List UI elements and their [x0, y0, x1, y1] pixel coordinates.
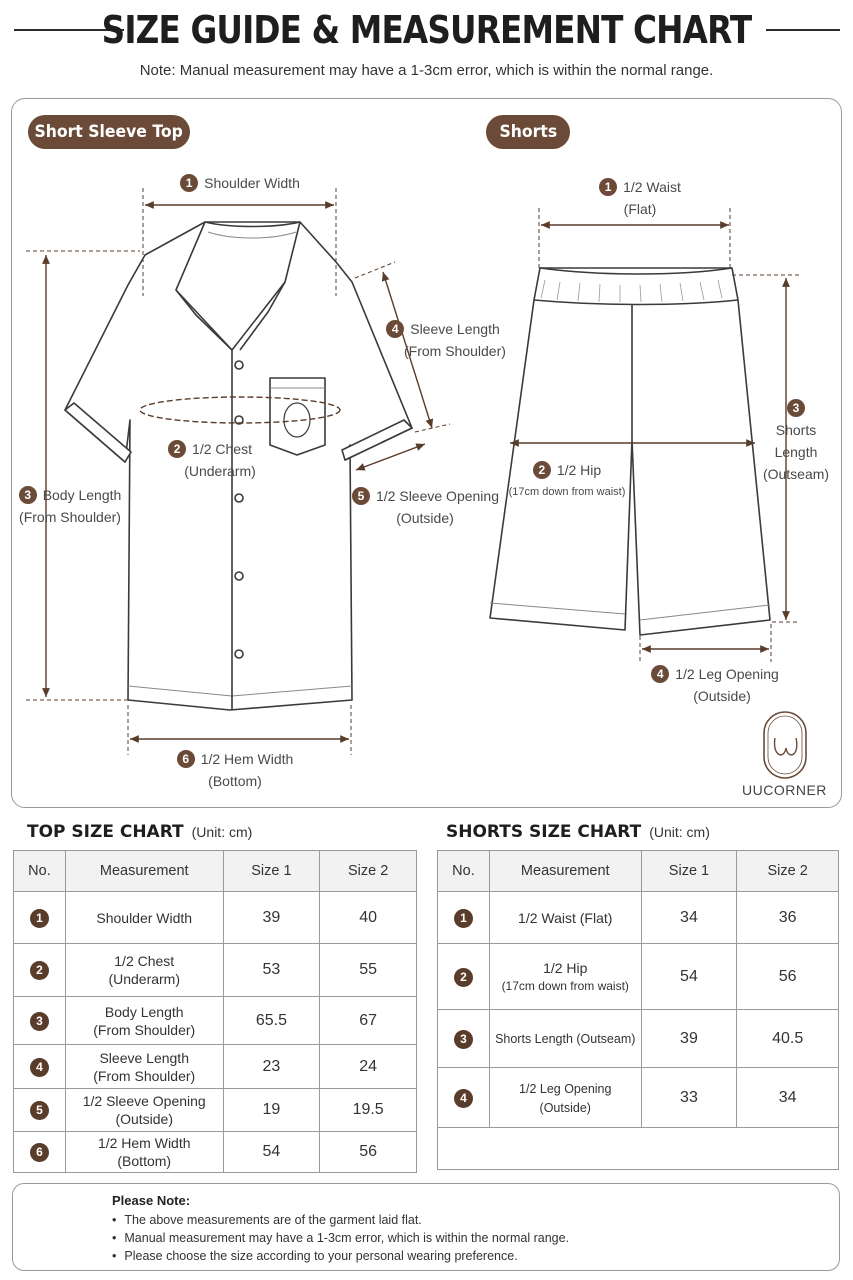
table-empty-row: [438, 1128, 839, 1170]
list-item: • The above measurements are of the garment laid flat.: [112, 1211, 569, 1229]
label-sleeve-opening: 5 1/2 Sleeve Opening (Outside): [352, 485, 488, 529]
measurement-note: Note: Manual measurement may have a 1-3cm error, which is within the normal range.: [139, 62, 714, 79]
table-row: 6 1/2 Hem Width (Bottom) 54 56: [14, 1132, 417, 1173]
shorts-label: Shorts: [486, 115, 570, 149]
table-row: 1 1/2 Waist (Flat) 34 36: [438, 892, 839, 944]
table-row: 1 Shoulder Width 39 40: [14, 892, 417, 944]
header-measurement: Measurement: [489, 851, 641, 892]
top-chart-title: TOP SIZE CHART (Unit: cm): [27, 822, 253, 842]
list-item: • Manual measurement may have a 1-3cm error, which is within the normal range.: [112, 1229, 569, 1247]
label-sleeve-length: 4 Sleeve Length (From Shoulder): [382, 318, 504, 362]
label-leg-opening: 4 1/2 Leg Opening (Outside): [648, 663, 782, 707]
header-no: No.: [438, 851, 490, 892]
label-shoulder-width: 1 Shoulder Width: [160, 172, 320, 194]
table-row: 3 Shorts Length (Outseam) 39 40.5: [438, 1010, 839, 1068]
brand-name: UUCORNER: [742, 782, 827, 798]
header-size-2: Size 2: [320, 851, 417, 892]
table-row: 3 Body Length (From Shoulder) 65.5 67: [14, 997, 417, 1045]
label-body-length: 3 Body Length (From Shoulder): [19, 487, 122, 525]
table-row: 4 Sleeve Length (From Shoulder) 23 24: [14, 1045, 417, 1089]
header-no: No.: [14, 851, 66, 892]
table-header-row: [438, 851, 839, 892]
table-row: 4 1/2 Leg Opening (Outside) 33 34: [438, 1068, 839, 1128]
short-sleeve-top-label: Short Sleeve Top: [28, 115, 190, 149]
page-title: SIZE GUIDE & MEASUREMENT CHART: [101, 8, 752, 52]
header-size-1: Size 1: [223, 851, 320, 892]
list-item: • Please choose the size according to your personal wearing preference.: [112, 1247, 569, 1265]
please-note-heading: Please Note:: [112, 1193, 191, 1208]
shorts-chart-title: SHORTS SIZE CHART (Unit: cm): [446, 822, 710, 842]
header-size-2: Size 2: [737, 851, 839, 892]
please-note-list: [112, 1211, 569, 1265]
label-shorts-length: 3 Shorts Length (Outseam): [762, 401, 830, 482]
header-size-1: Size 1: [641, 851, 737, 892]
label-chest: 2 1/2 Chest (Underarm): [140, 438, 280, 482]
brand-logo-icon: [764, 712, 806, 778]
table-row: 5 1/2 Sleeve Opening (Outside) 19 19.5: [14, 1089, 417, 1132]
header-measurement: Measurement: [65, 851, 223, 892]
top-size-table: [13, 850, 417, 1173]
table-row: 2 1/2 Hip (17cm down from waist) 54 56: [438, 944, 839, 1010]
label-waist: 1 1/2 Waist (Flat): [580, 176, 700, 220]
table-header-row: [14, 851, 417, 892]
shorts-size-table: [437, 850, 839, 1170]
table-row: 2 1/2 Chest (Underarm) 53 55: [14, 944, 417, 997]
label-hem-width: 6 1/2 Hem Width (Bottom): [160, 748, 310, 792]
label-hip: 2 1/2 Hip (17cm down from waist): [508, 462, 626, 498]
shorts-illustration: [490, 268, 770, 635]
